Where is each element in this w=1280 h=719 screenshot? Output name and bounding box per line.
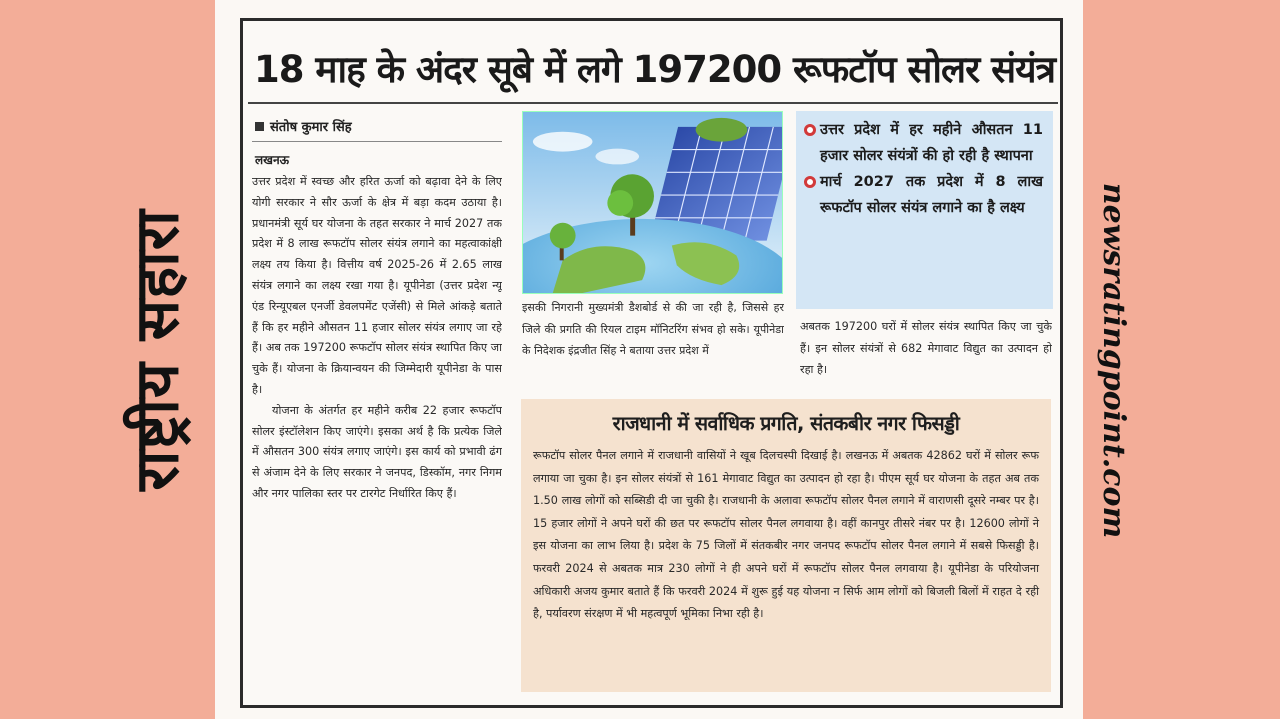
byline-author: संतोष कुमार सिंह [270,120,352,135]
highlight-point [804,169,1043,221]
body-paragraph: योजना के अंतर्गत हर महीने करीब 22 हजार रूफटॉप सोलर इंस्टॉलेशन किए जाएंगे। इसका अर्थ है कि प्रत्येक जिले में औसतन 300 संयंत्र लगाए जाएंगे। इस कार्य को प्रभावी ढंग से अंजाम देने के लिए सरकार ने जनपद, डिस्कॉम, नगर निगम और नगर पालिका स्तर पर टारगेट निर्धारित किए हैं। [252,403,502,500]
photo-caption-text: इसकी निगरानी मुख्यमंत्री डैशबोर्ड से की जा रही है, जिससे हर जिले की प्रगति की रियल टाइम मॉनिटरिंग संभव हो सके। यूपीनेडा के निदेशक इंद्रजीत सिंह ने बताया उत्तर प्रदेश में [522,301,784,357]
highlights-box [796,111,1053,309]
brand-right-text: newsratingpoint.com [1096,182,1132,538]
article-column-left [252,172,502,692]
red-circle-bullet-icon [804,124,816,136]
brand-left-text: राष्ट्रीय सहारा [123,209,194,491]
solar-globe-photo [522,111,783,294]
byline-divider [252,141,502,142]
subsection-title: राजधानी में सर्वाधिक प्रगति, संतकबीर नगर फिसड्डी [612,411,960,435]
brand-watermark-right [1084,160,1144,560]
headline: 18 माह के अंदर सूबे में लगे 197200 रूफटॉप सोलर संयंत्र [253,47,1055,91]
byline-square-icon [255,122,264,131]
dateline: लखनऊ [255,153,290,167]
solar-panels-on-globe-image [523,112,782,293]
byline [255,117,352,135]
highlight-text: मार्च 2027 तक प्रदेश में 8 लाख रूफटॉप सोलर संयंत्र लगाने का है लक्ष्य [820,174,1043,216]
brand-watermark-left [100,150,210,550]
highlight-text: उत्तर प्रदेश में हर महीने औसतन 11 हजार सोलर संयंत्रों की हो रही है स्थापना [820,122,1043,164]
highlight-point [804,117,1043,169]
article-column-right: अबतक 197200 घरों में सोलर संयंत्र स्थापित किए जा चुके हैं। इन सोलर संयंत्रों से 682 मेगावाट विद्युत का उत्पादन हो रहा है। [800,320,1052,376]
subsection-body: रूफटॉप सोलर पैनल लगाने में राजधानी वासियों ने खूब दिलचस्पी दिखाई है। लखनऊ में अबतक 42862 घरों में सोलर रूफ लगाया जा चुका है। इन सोलर संयंत्रों से 161 मेगावाट विद्युत का उत्पादन हो रहा है। पीएम सूर्य घर योजना के तहत अब तक 1.50 लाख लोगों को सब्सिडी दी जा चुकी है। राजधानी के अलावा रूफटॉप सोलर पैनल लगाने में वाराणसी दूसरे नम्बर पर है। 15 हजार लोगों ने अपने घरों की छत पर रूफटॉप सोलर पैनल लगवाया है। वहीं कानपुर तीसरे नंबर पर है। 12600 लोगों ने इस योजना का लाभ लिया है। प्रदेश के 75 जिलों में संतकबीर नगर जनपद रूफटॉप सोलर पैनल लगाने में सबसे फिसड्डी है। फरवरी 2024 से अबतक मात्र 230 लोगों ने ही अपने घरों में रूफटॉप सोलर पैनल लगवाया है। यूपीनेडा के परियोजना अधिकारी अजय कुमार बताते हैं कि फरवरी 2024 में शुरू हुई यह योजना न सिर्फ आम लोगों को बिजली बिलों में राहत दे रही है, पर्यावरण संरक्षण में भी महत्वपूर्ण भूमिका निभा रही है। [533,449,1039,621]
subsection-box [521,399,1051,692]
body-paragraph: उत्तर प्रदेश में स्वच्छ और हरित ऊर्जा को बढ़ावा देने के लिए योगी सरकार ने सौर ऊर्जा के क्षेत्र में बड़ा कदम उठाया है। प्रधानमंत्री सूर्य घर योजना के तहत सरकार ने मार्च 2027 तक प्रदेश में 8 लाख रूफटॉप सोलर संयंत्र लगाने का महत्वाकांक्षी लक्ष्य तय किया है। वित्तीय वर्ष 2025-26 में 2.65 लाख संयंत्र लगाने का लक्ष्य रखा गया है। यूपीनेडा (उत्तर प्रदेश न्यू एंड रिन्यूएबल एनर्जी डेवलपमेंट एजेंसी) से मिले आंकड़े बताते हैं कि हर महीने औसतन 11 हजार सोलर संयंत्र लगाए जा रहे हैं। अब तक 197200 रूफटॉप सोलर संयंत्र स्थापित किए जा चुके हैं। योजना के क्रियान्वयन की जिम्मेदारी यूपीनेडा के पास है। [252,175,502,396]
headline-divider [248,102,1058,104]
red-circle-bullet-icon [804,176,816,188]
